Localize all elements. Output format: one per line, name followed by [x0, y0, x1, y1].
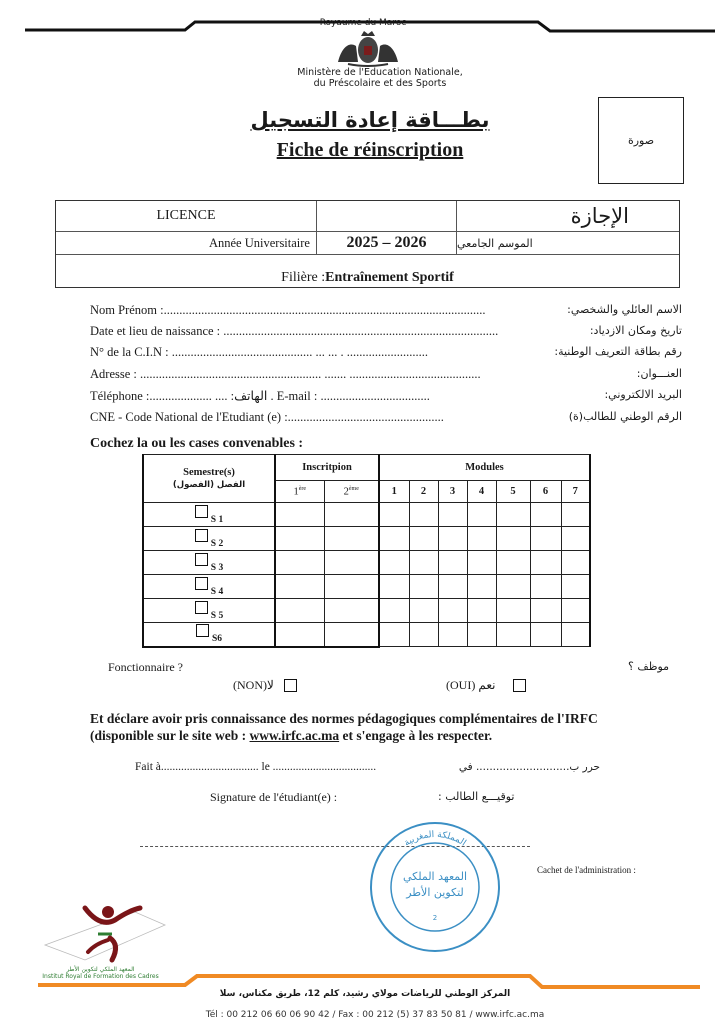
year-label-fr: Année Universitaire [208, 235, 310, 250]
semester-cell: S 5 [143, 599, 275, 623]
module-cell[interactable] [379, 575, 409, 599]
module-cell[interactable] [438, 599, 467, 623]
kingdom-label: Royaume du Maroc [319, 18, 407, 28]
field-label-ar: الاسم العائلي والشخصي: [567, 303, 682, 316]
module-cell[interactable] [467, 599, 496, 623]
module-cell[interactable] [467, 623, 496, 647]
form-title-french: Fiche de réinscription [276, 139, 464, 161]
checklist-title: Cochez la ou les cases convenables : [90, 436, 304, 451]
module-cell[interactable] [496, 503, 530, 527]
official-stamp-icon [365, 818, 505, 956]
fonctionnaire-yes-option[interactable] [446, 678, 529, 693]
module-cell[interactable] [561, 503, 590, 527]
fait-a-line[interactable] [135, 761, 600, 779]
inscription-cell[interactable] [275, 551, 324, 575]
royal-emblem-icon [328, 28, 408, 68]
module-col: 7 [561, 481, 590, 503]
module-cell[interactable] [379, 527, 409, 551]
fonctionnaire-no-option[interactable] [233, 678, 300, 693]
field-label-fr: Téléphone :.................... .... :الهاتف . E-mail : ................................... [90, 389, 430, 403]
degree-fr: LICENCE [156, 208, 216, 223]
semester-checkbox[interactable] [195, 601, 208, 614]
semester-checkbox[interactable] [195, 577, 208, 590]
inscription-2eme: 2ème [324, 481, 379, 503]
module-cell[interactable] [561, 527, 590, 551]
semester-cell: S6 [143, 623, 275, 647]
inscription-cell[interactable] [324, 623, 379, 647]
yes-label: (OUI) نعم [446, 678, 496, 692]
semester-checkbox[interactable] [195, 505, 208, 518]
module-cell[interactable] [496, 623, 530, 647]
footer-address: المركز الوطني للرياضات مولاي رشيد، كلم 12، طريق مكناس، سلا [219, 989, 511, 999]
field-adresse[interactable] [90, 367, 682, 385]
module-cell[interactable] [530, 599, 561, 623]
module-cell[interactable] [530, 503, 561, 527]
module-cell[interactable] [561, 623, 590, 647]
fonctionnaire-question-fr: Fonctionnaire ? [108, 660, 183, 674]
degree-empty-cell [316, 201, 456, 231]
module-col: 3 [438, 481, 467, 503]
filiere-row [56, 255, 679, 289]
declaration-text [90, 710, 690, 744]
inscription-cell[interactable] [324, 575, 379, 599]
fonctionnaire-question-ar: موظف ؟ [628, 660, 670, 673]
program-info-box [55, 200, 680, 288]
svg-text:المملكة المغربية: المملكة المغربية [402, 830, 468, 849]
year-label-ar: الموسم الجامعي [456, 232, 681, 254]
table-row [143, 623, 590, 647]
module-cell[interactable] [561, 599, 590, 623]
field-nom-prenom[interactable] [90, 303, 682, 321]
inscription-cell[interactable] [324, 551, 379, 575]
field-label-fr: N° de la C.I.N : ............................................. ... ... . .......................... [90, 345, 428, 359]
module-cell[interactable] [496, 575, 530, 599]
module-cell[interactable] [379, 503, 409, 527]
module-cell[interactable] [496, 527, 530, 551]
svg-text:لتكوين الأطر: لتكوين الأطر [406, 886, 464, 899]
inscription-cell[interactable] [324, 527, 379, 551]
module-cell[interactable] [409, 527, 438, 551]
module-cell[interactable] [409, 623, 438, 647]
field-label-fr: Nom Prénom :....................................................................................................... [90, 303, 486, 317]
footer-contact: Tél : 00 212 06 60 06 90 42 / Fax : 00 212 (5) 37 83 50 81 / www.irfc.ac.ma [205, 1010, 545, 1020]
inscription-header: Inscritpion [275, 455, 379, 481]
declaration-line-2: (disponible sur le site web : www.irfc.ac.ma et s'engage à les respecter. [90, 728, 493, 743]
field-telephone-email[interactable] [90, 388, 682, 406]
module-cell[interactable] [530, 527, 561, 551]
footer-divider-line [0, 960, 726, 1010]
filiere-value: Entraînement Sportif [325, 270, 454, 285]
semester-modules-table [142, 454, 591, 648]
semester-checkbox[interactable] [195, 553, 208, 566]
inscription-1ere: 1ère [275, 481, 324, 503]
inscription-cell[interactable] [275, 623, 324, 647]
field-label-fr: CNE - Code National de l'Etudiant (e) :.................................................. [90, 410, 444, 424]
semester-checkbox[interactable] [196, 624, 209, 637]
photo-label: صورة [627, 134, 655, 147]
modules-header: Modules [379, 455, 590, 481]
no-label: (NON)لا [233, 678, 274, 692]
module-cell[interactable] [561, 551, 590, 575]
no-checkbox[interactable] [284, 679, 297, 692]
inscription-cell[interactable] [275, 503, 324, 527]
module-cell[interactable] [409, 575, 438, 599]
module-col: 4 [467, 481, 496, 503]
svg-text:المعهد الملكي: المعهد الملكي [402, 870, 468, 883]
fait-fr: Fait à.................................. le .................................... [135, 761, 377, 773]
module-cell[interactable] [496, 599, 530, 623]
ministry-line-1: Ministère de l'Education Nationale, [297, 67, 463, 78]
year-row [56, 232, 679, 255]
degree-ar: الإجازة [456, 201, 681, 231]
year-value: 2025 – 2026 [316, 232, 456, 254]
semester-checkbox[interactable] [195, 529, 208, 542]
semester-cell: S 1 [143, 503, 275, 527]
field-cne[interactable] [90, 410, 682, 428]
fait-ar: حرر ب............................ في [458, 761, 600, 773]
ministry-label [220, 67, 540, 89]
module-cell[interactable] [379, 599, 409, 623]
module-cell[interactable] [409, 599, 438, 623]
semester-header-fr: Semestre(s) [183, 466, 235, 478]
semester-cell: S 4 [143, 575, 275, 599]
irfc-name-label: المعهد الملكي لتكوين الأطر Institut Royal de Formation des Cadres [42, 966, 159, 980]
field-label-fr: Adresse : .......................................................... ....... .......................................... [90, 367, 481, 381]
field-label-ar: رقم بطاقة التعريف الوطنية: [554, 345, 682, 358]
module-cell[interactable] [467, 575, 496, 599]
field-label-ar: البريد الالكتروني: [604, 388, 682, 401]
module-cell[interactable] [530, 551, 561, 575]
inscription-cell[interactable] [324, 503, 379, 527]
form-title-arabic: بطـــاقة إعادة التسجيل [250, 108, 490, 132]
module-cell[interactable] [467, 503, 496, 527]
inscription-cell[interactable] [275, 575, 324, 599]
irfc-website-link[interactable]: www.irfc.ac.ma [249, 728, 340, 743]
semester-header [143, 455, 275, 503]
module-cell[interactable] [409, 503, 438, 527]
module-cell[interactable] [379, 551, 409, 575]
module-cell[interactable] [438, 527, 467, 551]
yes-checkbox[interactable] [513, 679, 526, 692]
table-row [143, 599, 590, 623]
table-row [143, 527, 590, 551]
module-cell[interactable] [438, 551, 467, 575]
module-col: 1 [379, 481, 409, 503]
table-row [143, 503, 590, 527]
field-label-ar: العنـــوان: [636, 367, 682, 380]
field-label-ar: تاريخ ومكان الازدياد: [589, 324, 682, 337]
degree-row [56, 201, 679, 232]
photo-box[interactable] [598, 97, 684, 184]
module-cell[interactable] [438, 623, 467, 647]
inscription-cell[interactable] [324, 599, 379, 623]
irfc-logo-icon [40, 900, 170, 965]
module-cell[interactable] [561, 575, 590, 599]
semester-cell: S 3 [143, 551, 275, 575]
signature-label-fr: Signature de l'étudiant(e) : [210, 790, 338, 804]
inscription-cell[interactable] [275, 599, 324, 623]
svg-text:2: 2 [432, 914, 438, 922]
module-col: 2 [409, 481, 438, 503]
semester-cell: S 2 [143, 527, 275, 551]
module-cell[interactable] [438, 575, 467, 599]
module-cell[interactable] [530, 623, 561, 647]
filiere-label: Filière : [281, 270, 326, 285]
module-cell[interactable] [530, 575, 561, 599]
table-row [143, 551, 590, 575]
field-label-fr: Date et lieu de naissance : ........................................................................................ [90, 324, 499, 338]
module-cell[interactable] [379, 623, 409, 647]
module-cell[interactable] [467, 527, 496, 551]
module-cell[interactable] [409, 551, 438, 575]
field-date-lieu-naissance[interactable] [90, 324, 682, 342]
signature-label-ar: توقيـــع الطالب : [438, 790, 515, 803]
inscription-cell[interactable] [275, 527, 324, 551]
table-row [143, 575, 590, 599]
module-col: 5 [496, 481, 530, 503]
module-cell[interactable] [496, 551, 530, 575]
declaration-line-1: Et déclare avoir pris connaissance des normes pédagogiques complémentaires de l'IRFC [90, 711, 598, 726]
module-cell[interactable] [467, 551, 496, 575]
semester-header-ar: الفصل (الفصول) [172, 479, 246, 490]
module-cell[interactable] [438, 503, 467, 527]
ministry-line-2: du Préscolaire et des Sports [313, 78, 447, 89]
cachet-label: Cachet de l'administration : [537, 865, 636, 875]
field-cin[interactable] [90, 345, 682, 363]
module-col: 6 [530, 481, 561, 503]
field-label-ar: الرقم الوطني للطالب(ة) [568, 410, 682, 423]
